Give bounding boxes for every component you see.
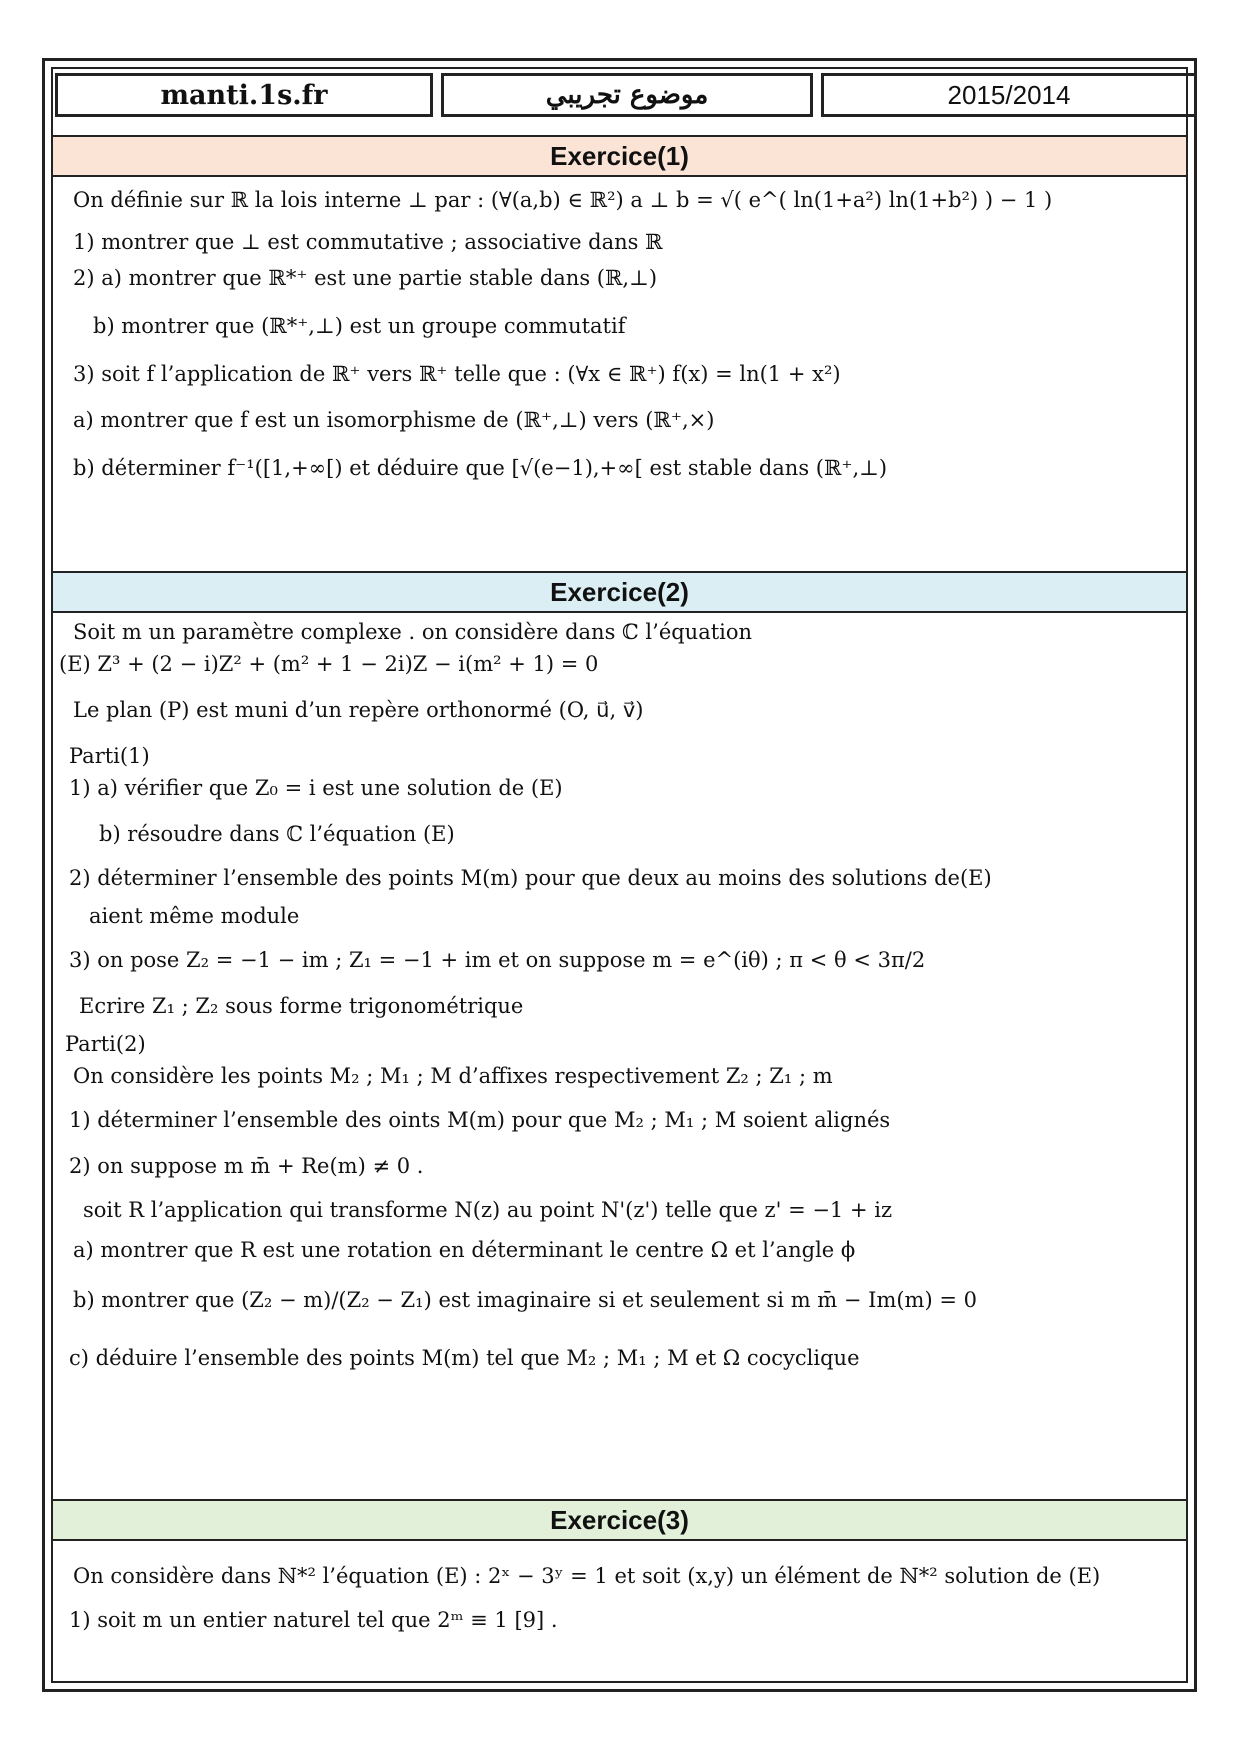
- ex2-line-12: On considère les points M₂ ; M₁ ; M d’affixes respectivement Z₂ ; Z₁ ; m: [73, 1064, 833, 1088]
- ex2-line-7: 2) déterminer l’ensemble des points M(m) pour que deux au moins des solutions de(E): [69, 866, 992, 890]
- ex2-line-3: Le plan (P) est muni d’un repère orthonormé (O, u⃗, v⃗): [73, 698, 644, 722]
- ex2-line-15: soit R l’application qui transforme N(z) au point N'(z') telle que z' = −1 + iz: [83, 1198, 893, 1222]
- ex2-line-18: c) déduire l’ensemble des points M(m) tel que M₂ ; M₁ ; M et Ω cocyclique: [69, 1346, 860, 1370]
- site-name: manti.1s.fr: [160, 79, 328, 111]
- ex3-line-2: 1) soit m un entier naturel tel que 2ᵐ ≡ 1 [9] .: [69, 1608, 558, 1632]
- ex2-line-2: (E) Z³ + (2 − i)Z² + (m² + 1 − 2i)Z − i(m² + 1) = 0: [59, 652, 599, 676]
- header-title-box: [441, 73, 813, 117]
- ex1-line-1: On définie sur ℝ la lois interne ⊥ par : (∀(a,b) ∈ ℝ²) a ⊥ b = √( e^( ln(1+a²) ln(1+b²) ) − 1 ): [73, 188, 1053, 212]
- ex1-line-6: a) montrer que f est un isomorphisme de (ℝ⁺,⊥) vers (ℝ⁺,×): [73, 408, 715, 432]
- ex2-line-8: aient même module: [89, 904, 300, 928]
- ex2-line-4: Parti(1): [69, 744, 150, 768]
- ex1-line-2: 1) montrer que ⊥ est commutative ; associative dans ℝ: [73, 230, 663, 254]
- ex1-line-5: 3) soit f l’application de ℝ⁺ vers ℝ⁺ telle que : (∀x ∈ ℝ⁺) f(x) = ln(1 + x²): [73, 362, 841, 386]
- ex2-line-14: 2) on suppose m m̄ + Re(m) ≠ 0 .: [69, 1154, 424, 1178]
- exercise-3-title: [53, 1499, 1186, 1541]
- header-site-box: [55, 73, 433, 117]
- ex2-line-6: b) résoudre dans ℂ l’équation (E): [99, 822, 455, 846]
- ex2-line-5: 1) a) vérifier que Z₀ = i est une solution de (E): [69, 776, 563, 800]
- school-year: 2015/2014: [947, 79, 1071, 110]
- ex2-line-1: Soit m un paramètre complexe . on considère dans ℂ l’équation: [73, 620, 753, 644]
- ex2-line-11: Parti(2): [65, 1032, 146, 1056]
- ex1-line-3: 2) a) montrer que ℝ*⁺ est une partie stable dans (ℝ,⊥): [73, 266, 658, 290]
- exercise-3-heading: Exercice(3): [550, 1504, 689, 1535]
- ex3-line-1: On considère dans ℕ*² l’équation (E) : 2ˣ − 3ʸ = 1 et soit (x,y) un élément de ℕ*² solution de (E): [73, 1564, 1101, 1588]
- page-frame: [42, 58, 1197, 1692]
- exercise-1-heading: Exercice(1): [550, 140, 689, 171]
- ex2-line-9: 3) on pose Z₂ = −1 − im ; Z₁ = −1 + im et on suppose m = e^(iθ) ; π < θ < 3π/2: [69, 948, 926, 972]
- ex1-line-4: b) montrer que (ℝ*⁺,⊥) est un groupe commutatif: [93, 314, 626, 338]
- page-inner-border: [51, 67, 1188, 1683]
- ex2-line-10: Ecrire Z₁ ; Z₂ sous forme trigonométrique: [79, 994, 524, 1018]
- ex2-line-13: 1) déterminer l’ensemble des oints M(m) pour que M₂ ; M₁ ; M soient alignés: [69, 1108, 891, 1132]
- header-year-box: [821, 73, 1197, 117]
- exercise-1-title: [53, 135, 1186, 177]
- ex2-line-17: b) montrer que (Z₂ − m)/(Z₂ − Z₁) est imaginaire si et seulement si m m̄ − Im(m) = 0: [73, 1288, 977, 1312]
- exercise-2-title: [53, 571, 1186, 613]
- ex2-line-16: a) montrer que R est une rotation en déterminant le centre Ω et l’angle ϕ: [73, 1238, 856, 1262]
- exercise-2-heading: Exercice(2): [550, 576, 689, 607]
- arabic-title: موضوع تجريبي: [545, 80, 709, 110]
- ex1-line-7: b) déterminer f⁻¹([1,+∞[) et déduire que [√(e−1),+∞[ est stable dans (ℝ⁺,⊥): [73, 456, 888, 480]
